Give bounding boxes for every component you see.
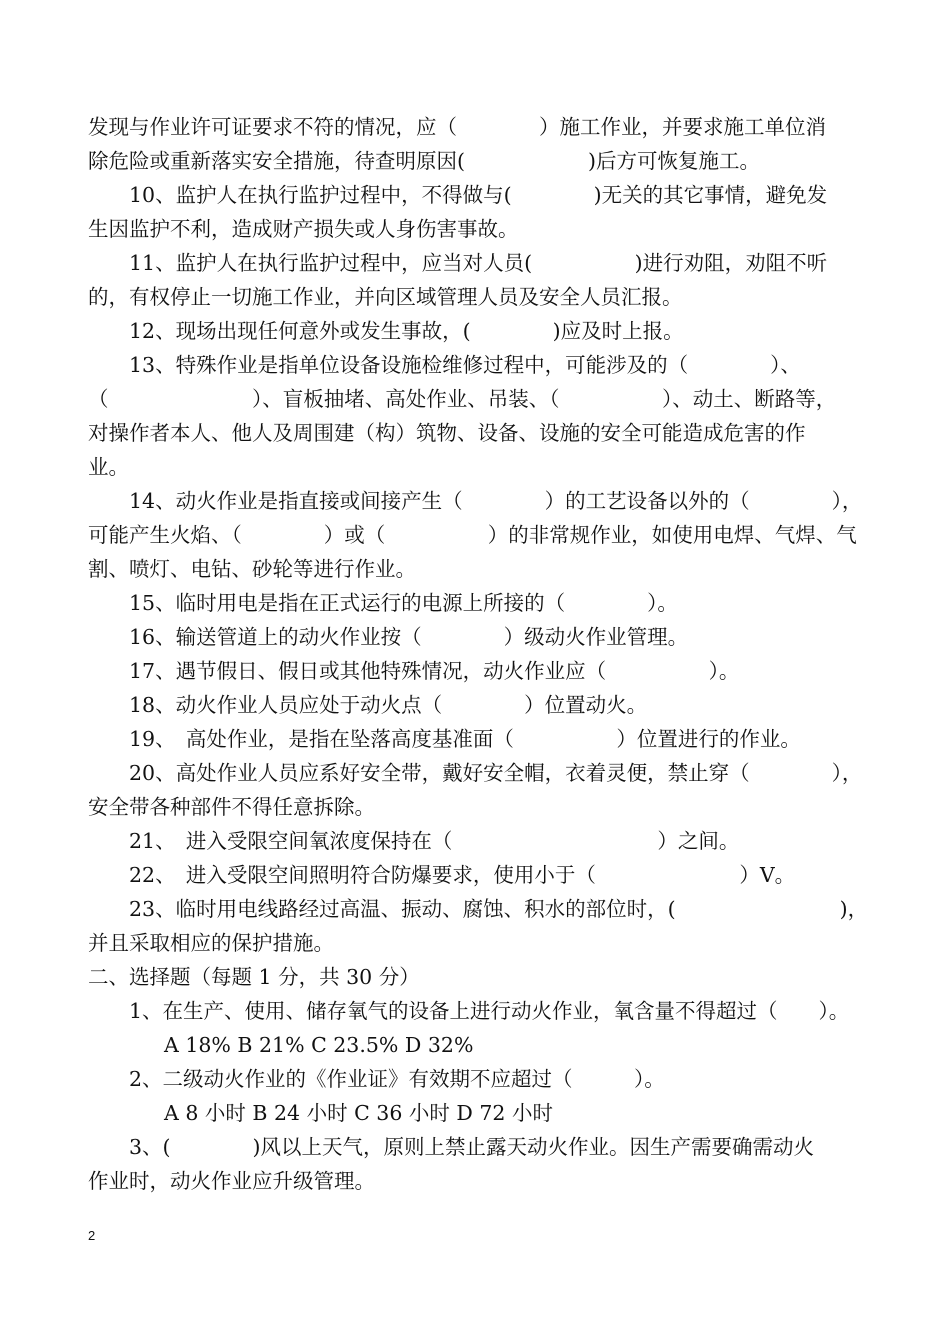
text-line: 13、特殊作业是指单位设备设施检维修过程中，可能涉及的（ ）、 (129, 353, 801, 377)
text-line: 作业时，动火作业应升级管理。 (88, 1169, 375, 1193)
text-line: 19、 高处作业，是指在坠落高度基准面（ ）位置进行的作业。 (129, 727, 801, 751)
text-line: 生因监护不利，造成财产损失或人身伤害事故。 (88, 217, 519, 241)
text-line: （ ）、盲板抽堵、高处作业、吊装、（ ）、动土、断路等， (88, 387, 837, 411)
text-line: 15、临时用电是指在正式运行的电源上所接的（ ）。 (129, 591, 678, 615)
text-line: 14、动火作业是指直接或间接产生（ ）的工艺设备以外的（ ）， (129, 489, 863, 513)
text-line: 的，有权停止一切施工作业，并向区域管理人员及安全人员汇报。 (88, 285, 683, 309)
text-line: 11、监护人在执行监护过程中，应当对人员( )进行劝阻，劝阻不听 (129, 251, 828, 275)
text-line: 除危险或重新落实安全措施，待查明原因( )后方可恢复施工。 (88, 149, 760, 173)
text-line: 二、选择题（每题 1 分，共 30 分） (88, 965, 420, 989)
document-body (88, 110, 869, 1198)
text-line: 业。 (88, 455, 129, 479)
text-line: 1、在生产、使用、储存氧气的设备上进行动火作业，氧含量不得超过（ ）。 (129, 999, 850, 1023)
text-line: 安全带各种部件不得任意拆除。 (88, 795, 375, 819)
text-line: 2、二级动火作业的《作业证》有效期不应超过（ ）。 (129, 1067, 665, 1091)
text-line: 对操作者本人、他人及周围建（构）筑物、设备、设施的安全可能造成危害的作 (88, 421, 806, 445)
text-line: 16、输送管道上的动火作业按（ ）级动火作业管理。 (129, 625, 689, 649)
text-line: 20、高处作业人员应系好安全带，戴好安全帽，衣着灵便，禁止穿（ ）， (129, 761, 863, 785)
text-line: 3、( )风以上天气，原则上禁止露天动火作业。因生产需要确需动火 (129, 1135, 815, 1159)
answer-options-line: A 8 小时 B 24 小时 C 36 小时 D 72 小时 (164, 1101, 553, 1125)
text-line: 12、现场出现任何意外或发生事故，( )应及时上报。 (129, 319, 684, 343)
text-line: 10、监护人在执行监护过程中，不得做与( )无关的其它事情，避免发 (129, 183, 828, 207)
text-line: 割、喷灯、电钻、砂轮等进行作业。 (88, 557, 416, 581)
text-line: 发现与作业许可证要求不符的情况，应（ ）施工作业，并要求施工单位消 (88, 115, 826, 139)
text-line: 22、 进入受限空间照明符合防爆要求，使用小于（ ）V。 (129, 863, 796, 887)
text-line: 可能产生火焰、（ ）或（ ）的非常规作业，如使用电焊、气焊、气 (88, 523, 857, 547)
answer-options-line: A 18% B 21% C 23.5% D 32% (164, 1033, 474, 1057)
text-line: 并且采取相应的保护措施。 (88, 931, 334, 955)
text-line: 23、临时用电线路经过高温、振动、腐蚀、积水的部位时，( )， (129, 897, 869, 921)
page-number: 2 (88, 1228, 96, 1243)
text-line: 18、动火作业人员应处于动火点（ ）位置动火。 (129, 693, 648, 717)
text-line: 17、遇节假日、假日或其他特殊情况，动火作业应（ ）。 (129, 659, 740, 683)
text-line: 21、 进入受限空间氧浓度保持在（ ）之间。 (129, 829, 740, 853)
